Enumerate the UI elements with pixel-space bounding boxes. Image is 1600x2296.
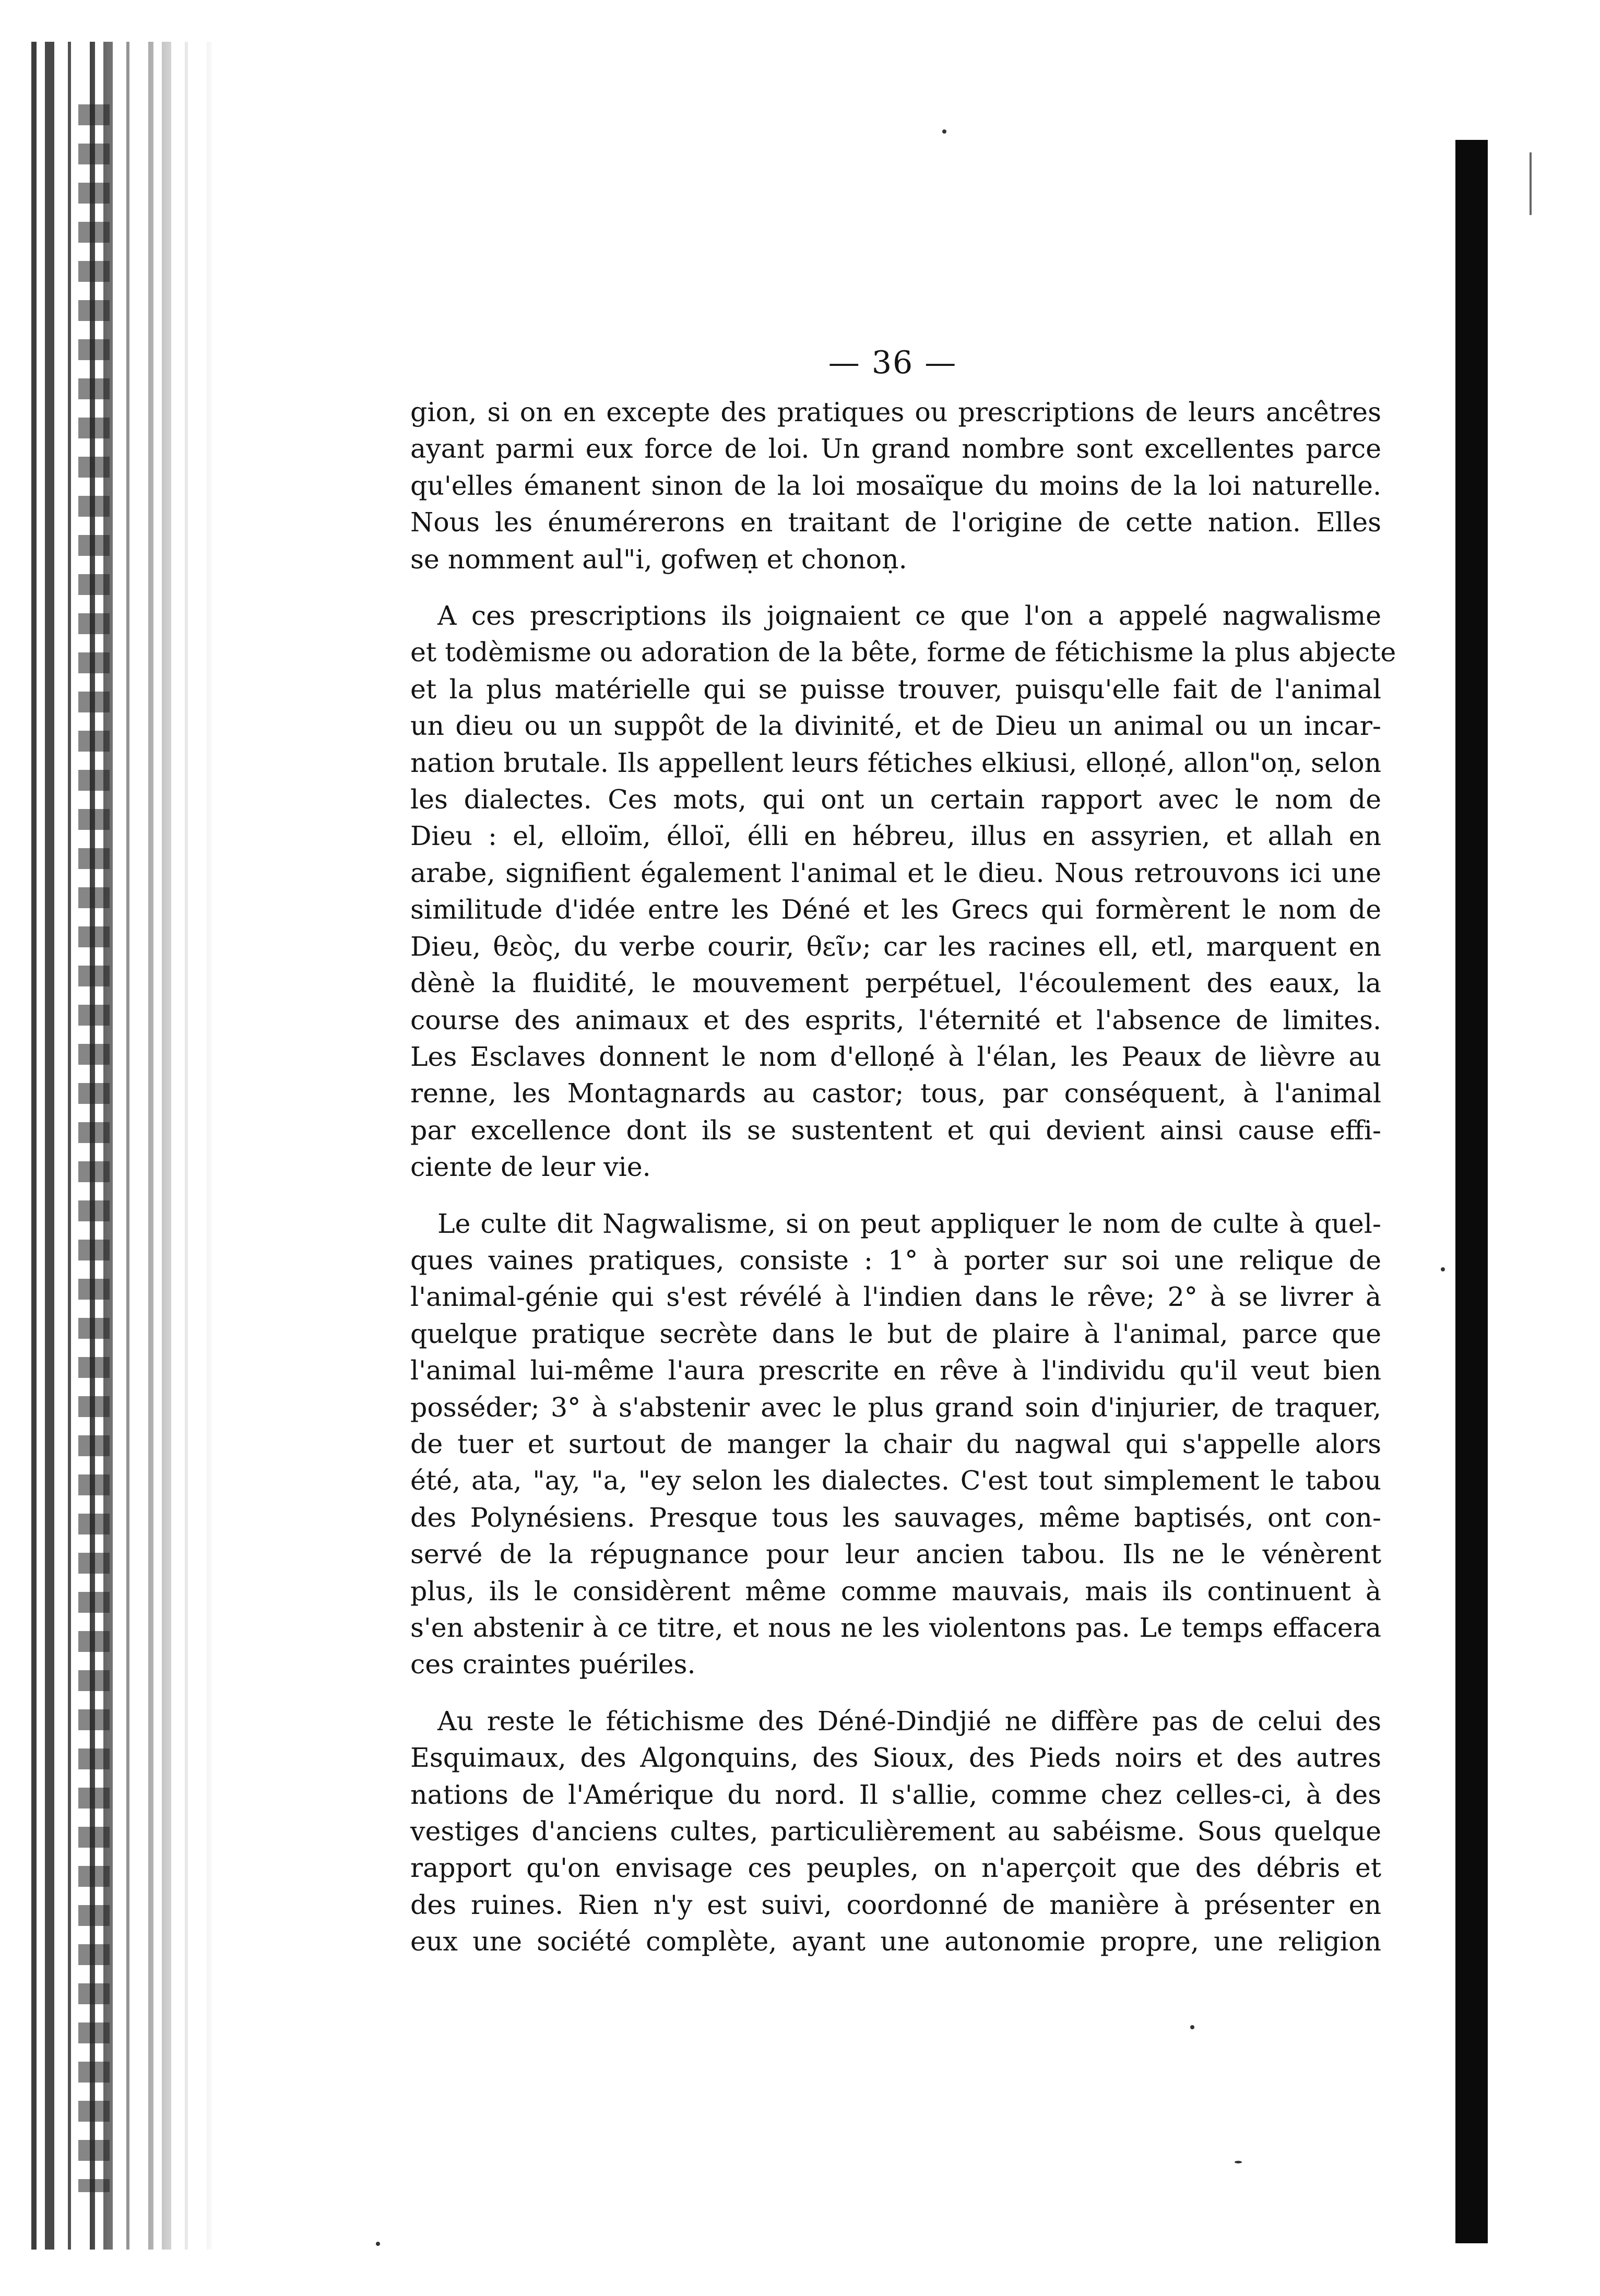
text-line: nation brutale. Ils appellent leurs fétiches elkiusi, elloṇé, allon"oṇ, selon — [410, 747, 1381, 778]
text-line: des Polynésiens. Presque tous les sauvages, même baptisés, ont con- — [410, 1502, 1381, 1533]
page-number: — 36 — — [828, 344, 957, 381]
text-line: nations de l'Amérique du nord. Il s'allie, comme chez celles-ci, à des — [410, 1779, 1381, 1810]
scan-speck — [376, 2242, 380, 2246]
binding-edge-shadow — [31, 42, 219, 2250]
text-line: et todèmisme ou adoration de la bête, forme de fétichisme la plus abjecte — [410, 637, 1396, 668]
text-line: les dialectes. Ces mots, qui ont un certain rapport avec le nom de — [410, 784, 1381, 815]
text-line: rapport qu'on envisage ces peuples, on n'aperçoit que des débris et — [410, 1852, 1381, 1884]
text-line: de tuer et surtout de manger la chair du nagwal qui s'appelle alors — [410, 1428, 1381, 1459]
text-line: par excellence dont ils se sustentent et qui devient ainsi cause effi- — [410, 1114, 1381, 1146]
text-line: vestiges d'anciens cultes, particulièrement au sabéisme. Sous quelque — [410, 1816, 1381, 1847]
text-line: Dieu : el, elloïm, élloï, élli en hébreu, illus en assyrien, et allah en — [410, 820, 1381, 852]
text-line: Esquimaux, des Algonquins, des Sioux, des Pieds noirs et des autres — [410, 1742, 1381, 1774]
text-line: eux une société complète, ayant une autonomie propre, une religion — [410, 1926, 1381, 1957]
text-line: qu'elles émanent sinon de la loi mosaïque du moins de la loi naturelle. — [410, 470, 1381, 501]
text-line: course des animaux et des esprits, l'éternité et l'absence de limites. — [410, 1004, 1381, 1036]
text-line: similitude d'idée entre les Déné et les Grecs qui formèrent le nom de — [410, 894, 1381, 925]
text-line: gion, si on en excepte des pratiques ou prescriptions de leurs ancêtres — [410, 397, 1381, 427]
text-line: posséder; 3° à s'abstenir avec le plus grand soin d'injurier, de traquer, — [410, 1391, 1381, 1423]
text-line: renne, les Montagnards au castor; tous, par conséquent, à l'animal — [410, 1078, 1381, 1109]
scan-edge-bar — [1455, 140, 1488, 2243]
text-line: servé de la répugnance pour leur ancien tabou. Ils ne le vénèrent — [410, 1539, 1381, 1570]
text-line: se nomment aul"i, gofweṇ et chonoṇ. — [410, 543, 907, 575]
paragraph-2 — [410, 598, 1396, 1186]
text-line: A ces prescriptions ils joignaient ce que l'on a appelé nagwalisme — [437, 600, 1381, 632]
text-line: Les Esclaves donnent le nom d'elloṇé à l'élan, les Peaux de lièvre au — [410, 1041, 1381, 1072]
text-line: ques vaines pratiques, consiste : 1° à porter sur soi une relique de — [410, 1244, 1381, 1276]
paragraph-4 — [410, 1703, 1381, 1960]
text-line: dènè la fluidité, le mouvement perpétuel, l'écoulement des eaux, la — [410, 968, 1381, 999]
text-line: l'animal lui-même l'aura prescrite en rêve à l'individu qu'il veut bien — [410, 1355, 1381, 1386]
text-line: ces craintes puériles. — [410, 1649, 696, 1680]
text-line: un dieu ou un suppôt de la divinité, et de Dieu un animal ou un incar- — [410, 710, 1381, 742]
text-line: arabe, signifient également l'animal et le dieu. Nous retrouvons ici une — [410, 857, 1381, 888]
text-line: ciente de leur vie. — [410, 1151, 651, 1183]
text-line: Au reste le fétichisme des Déné-Dindjié ne diffère pas de celui des — [437, 1705, 1381, 1736]
text-line: été, ata, "ay, "a, "ey selon les dialectes. C'est tout simplement le tabou — [410, 1465, 1381, 1496]
text-line: ayant parmi eux force de loi. Un grand nombre sont excellentes parce — [410, 433, 1381, 465]
scan-speck — [942, 129, 946, 134]
text-line: l'animal-génie qui s'est révélé à l'indien dans le rêve; 2° à se livrer à — [410, 1281, 1381, 1313]
page-text — [410, 394, 1396, 1980]
text-line: et la plus matérielle qui se puisse trouver, puisqu'elle fait de l'animal — [410, 673, 1381, 705]
scan-speck — [1530, 152, 1532, 215]
text-line: plus, ils le considèrent même comme mauvais, mais ils continuent à — [410, 1575, 1381, 1607]
text-line: Dieu, θεὸς, du verbe courir, θεῖν; car les racines ell, etl, marquent en — [410, 931, 1381, 962]
scan-speck — [1190, 2025, 1194, 2029]
scan-speck — [1441, 1267, 1445, 1271]
text-line: Nous les énumérerons en traitant de l'origine de cette nation. Elles — [410, 507, 1381, 538]
binding-edge-marks — [78, 104, 110, 2192]
text-line: Le culte dit Nagwalisme, si on peut appliquer le nom de culte à quel- — [437, 1208, 1381, 1239]
paragraph-1 — [410, 394, 1381, 578]
scan-speck — [1235, 2161, 1242, 2163]
text-line: quelque pratique secrète dans le but de plaire à l'animal, parce que — [410, 1318, 1381, 1349]
text-line: des ruines. Rien n'y est suivi, coordonné de manière à présenter en — [410, 1889, 1381, 1920]
paragraph-3 — [410, 1206, 1381, 1683]
text-line: s'en abstenir à ce titre, et nous ne les violentons pas. Le temps effacera — [410, 1612, 1381, 1643]
